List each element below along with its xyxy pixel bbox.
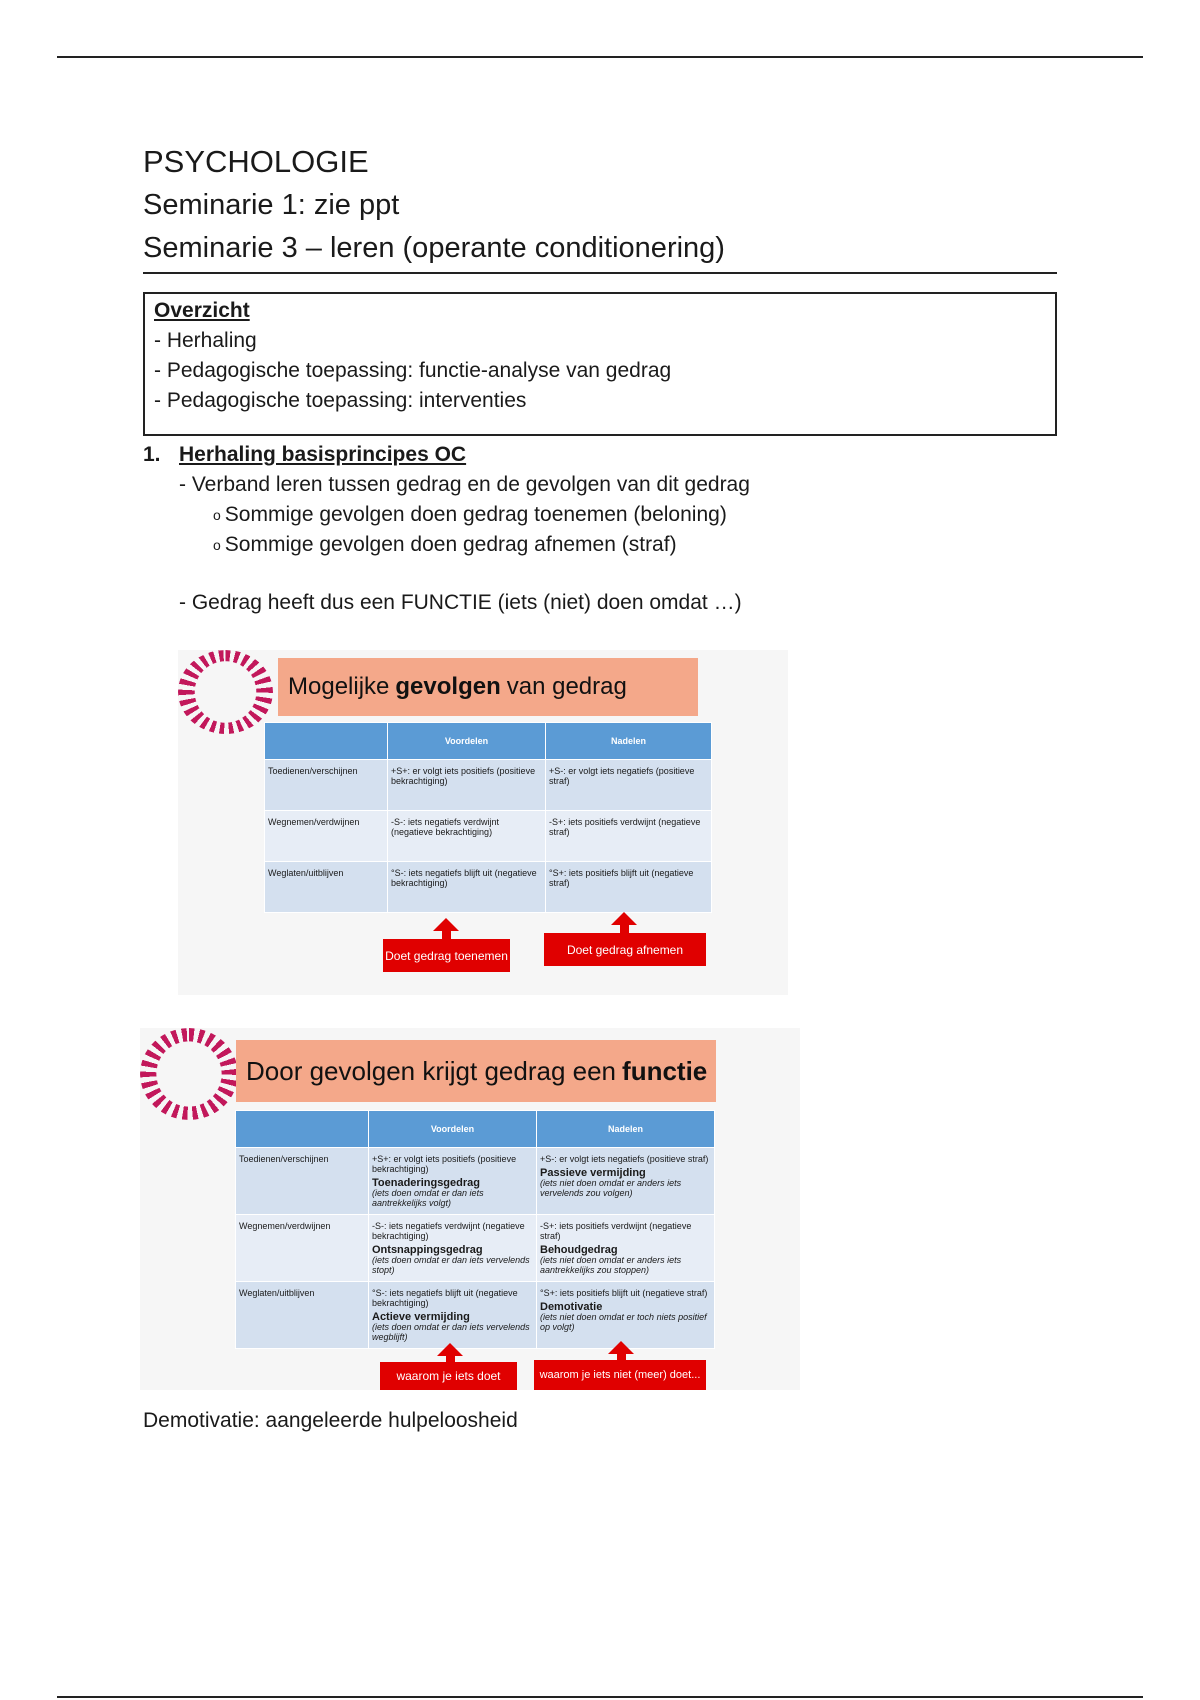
doc-subtitle-2: Seminarie 3 – leren (operante conditionering): [143, 227, 1057, 274]
overview-title: Overzicht: [154, 299, 250, 322]
up-arrow-icon: [437, 1343, 463, 1356]
function-table: [235, 1110, 715, 1349]
doc-subtitle-1: Seminarie 1: zie ppt: [143, 189, 400, 221]
table-header: Voordelen: [388, 723, 546, 760]
degree-bullet-icon: o: [213, 537, 221, 553]
callout-box: waarom je iets doet: [380, 1362, 517, 1390]
table-header: [265, 723, 388, 760]
section-number: 1.: [143, 443, 161, 466]
callout-box: Doet gedrag toenemen: [383, 939, 510, 972]
sub-bullet: $^o$ Sommige gevolgen doen gedrag toenemen (beloning): [213, 503, 727, 526]
table-row: Wegnemen/verdwijnen -S-: iets negatiefs verdwijnt (negatieve bekrachtiging) -S+: iets positiefs verdwijnt (negatieve straf): [265, 811, 712, 862]
sub-bullet: $^o$ Sommige gevolgen doen gedrag afnemen (straf): [213, 533, 677, 556]
table-header: [236, 1111, 369, 1148]
table-row: Toedienen/verschijnen +S+: er volgt iets positiefs (positieve bekrachtiging) +S-: er volgt iets negatiefs (positieve straf): [265, 760, 712, 811]
header-rule: [57, 56, 1143, 58]
slide-banner: Door gevolgen krijgt gedrag een functie: [236, 1040, 716, 1102]
overview-item: - Herhaling: [154, 329, 257, 352]
overview-item: - Pedagogische toepassing: interventies: [154, 389, 527, 412]
section-1: [143, 440, 1057, 618]
slide-image-gevolgen: [178, 650, 788, 995]
table-header: Voordelen: [369, 1111, 537, 1148]
table-row: Toedienen/verschijnen +S+: er volgt iets positiefs (positieve bekrachtiging) Toenaderingsgedrag (iets doen omdat er dan iets aantrekkelijks volgt) +S-: er volgt iets negatiefs (positieve straf) Passieve vermijding (iets niet doen omdat er anders iets vervelends zou volgen): [236, 1148, 715, 1215]
bullet-line: - Verband leren tussen gedrag en de gevolgen van dit gedrag: [179, 473, 750, 496]
overview-box: [143, 292, 1057, 436]
table-row: Weglaten/uitblijven °S-: iets negatiefs blijft uit (negatieve bekrachtiging) °S+: iets positiefs blijft uit (negatieve straf): [265, 862, 712, 913]
consequences-table: [264, 722, 712, 913]
table-header: Nadelen: [546, 723, 712, 760]
table-header: Nadelen: [537, 1111, 715, 1148]
doc-title: PSYCHOLOGIE: [143, 144, 369, 179]
section-title: Herhaling basisprincipes OC: [179, 443, 467, 466]
callout-box: Doet gedrag afnemen: [544, 933, 706, 966]
bullet-line: - Gedrag heeft dus een FUNCTIE (iets (niet) doen omdat …): [179, 591, 742, 614]
document-body: [143, 140, 1057, 618]
overview-item: - Pedagogische toepassing: functie-analyse van gedrag: [154, 359, 672, 382]
callout-box: waarom je iets niet (meer) doet...: [534, 1360, 706, 1390]
slide-banner: Mogelijke gevolgen van gedrag: [278, 658, 698, 716]
section-1-heading: [143, 440, 1057, 470]
sunburst-logo-icon: [140, 1028, 238, 1120]
sunburst-logo-icon: [178, 650, 273, 734]
footer-rule: [57, 1696, 1143, 1698]
degree-bullet-icon: o: [213, 507, 221, 523]
up-arrow-icon: [611, 912, 637, 925]
demotivation-note: Demotivatie: aangeleerde hulpeloosheid: [143, 1409, 518, 1432]
up-arrow-icon: [433, 918, 459, 931]
slide-image-functie: [140, 1028, 800, 1390]
table-row: Wegnemen/verdwijnen -S-: iets negatiefs verdwijnt (negatieve bekrachtiging) Ontsnappingsgedrag (iets doen omdat er dan iets vervelends stopt) -S+: iets positiefs verdwijnt (negatieve straf) Behoudgedrag (iets niet doen omdat er anders iets aantrekkelijks zou stoppen): [236, 1215, 715, 1282]
up-arrow-icon: [608, 1341, 634, 1354]
table-row: Weglaten/uitblijven °S-: iets negatiefs blijft uit (negatieve bekrachtiging) Actieve vermijding (iets doen omdat er dan iets vervelends wegblijft) °S+: iets positiefs blijft uit (negatieve straf) Demotivatie (iets niet doen omdat er toch niets positief op volgt): [236, 1282, 715, 1349]
